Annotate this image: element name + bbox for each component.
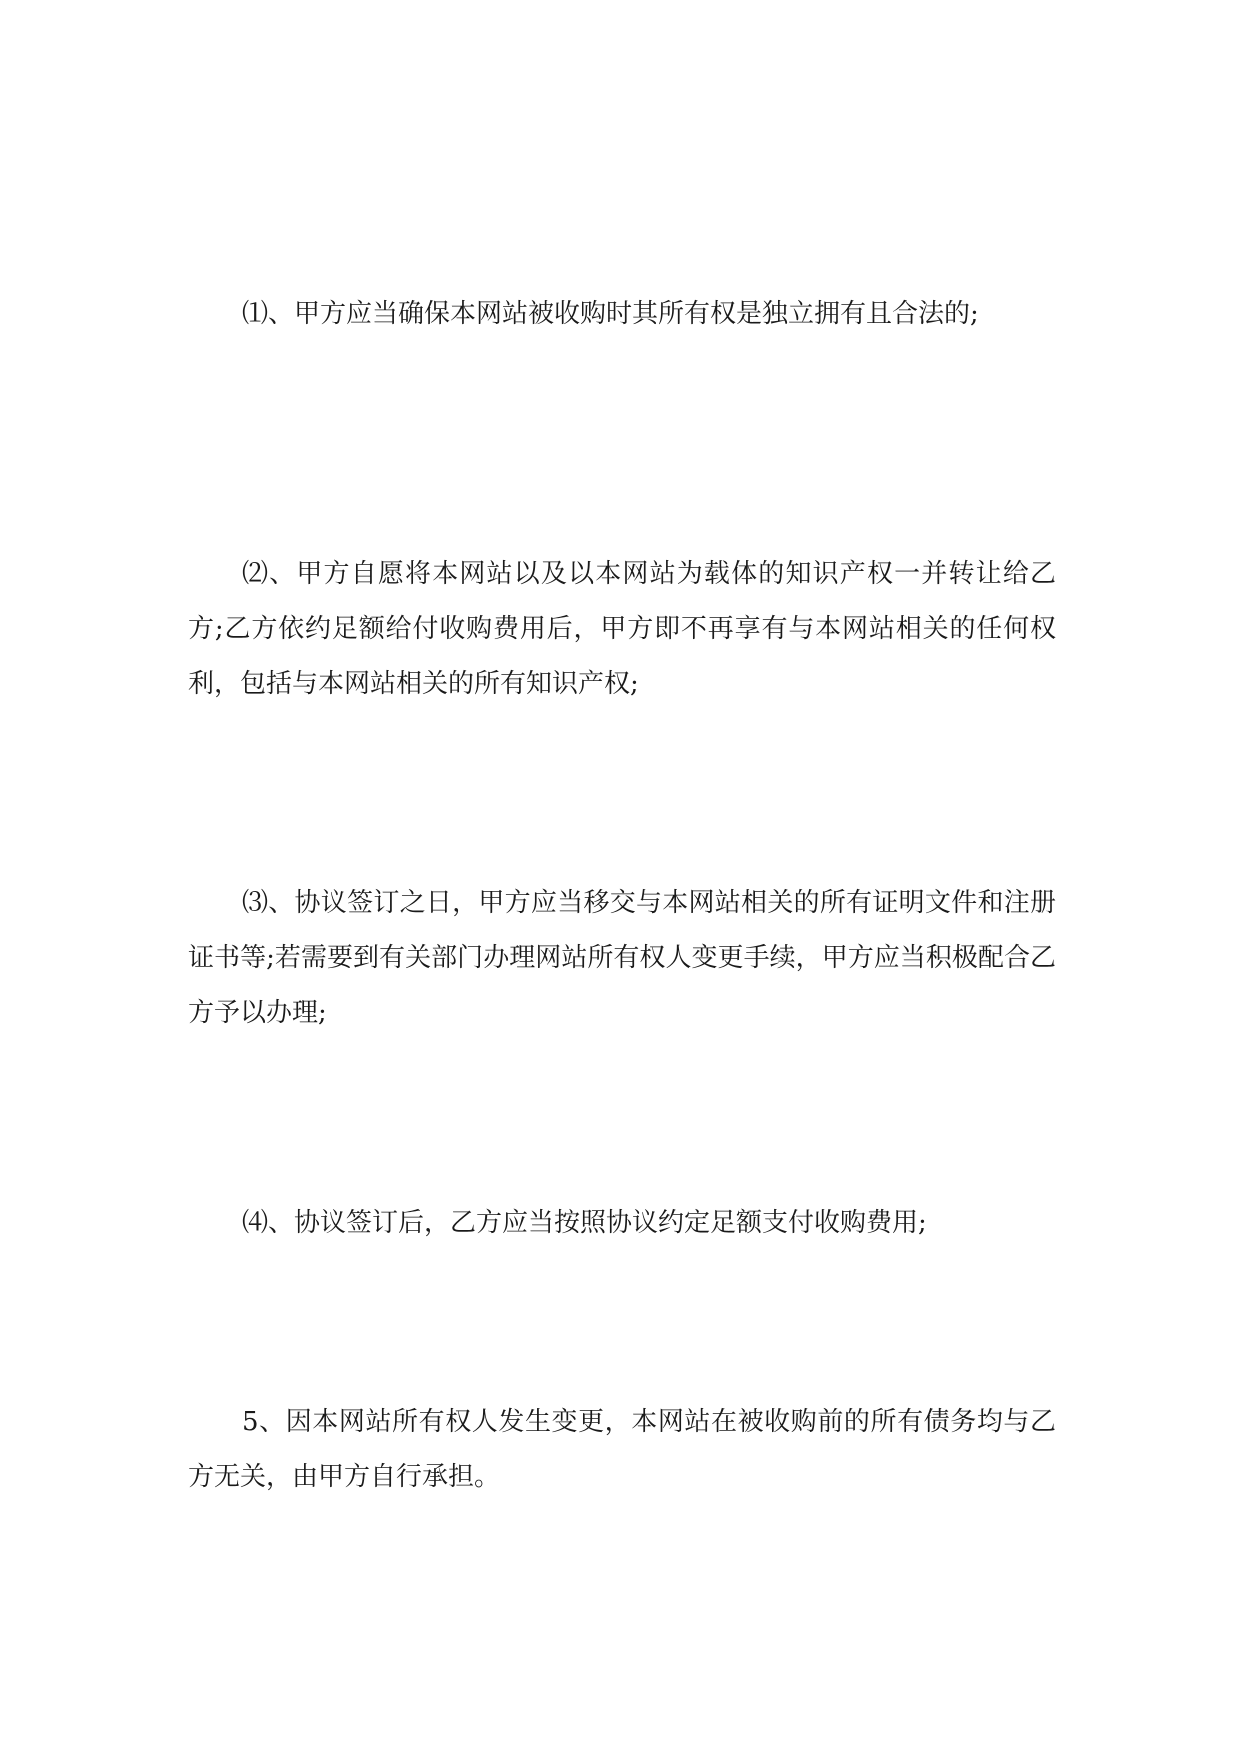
clause-2-paragraph: ⑵、甲方自愿将本网站以及以本网站为载体的知识产权一并转让给乙方;乙方依约足额给付收购费用后，甲方即不再享有与本网站相关的任何权利，包括与本网站相关的所有知识产权; [188, 559, 1056, 699]
clause-1-paragraph: ⑴、甲方应当确保本网站被收购时其所有权是独立拥有且合法的; [242, 299, 979, 329]
clause-3-paragraph: ⑶、协议签订之日，甲方应当移交与本网站相关的所有证明文件和注册证书等;若需要到有关部门办理网站所有权人变更手续，甲方应当积极配合乙方予以办理; [188, 888, 1056, 1028]
clause-4-paragraph: ⑷、协议签订后，乙方应当按照协议约定足额支付收购费用; [242, 1208, 927, 1238]
clause-5-paragraph: 5、因本网站所有权人发生变更，本网站在被收购前的所有债务均与乙方无关，由甲方自行承担。 [188, 1407, 1056, 1492]
